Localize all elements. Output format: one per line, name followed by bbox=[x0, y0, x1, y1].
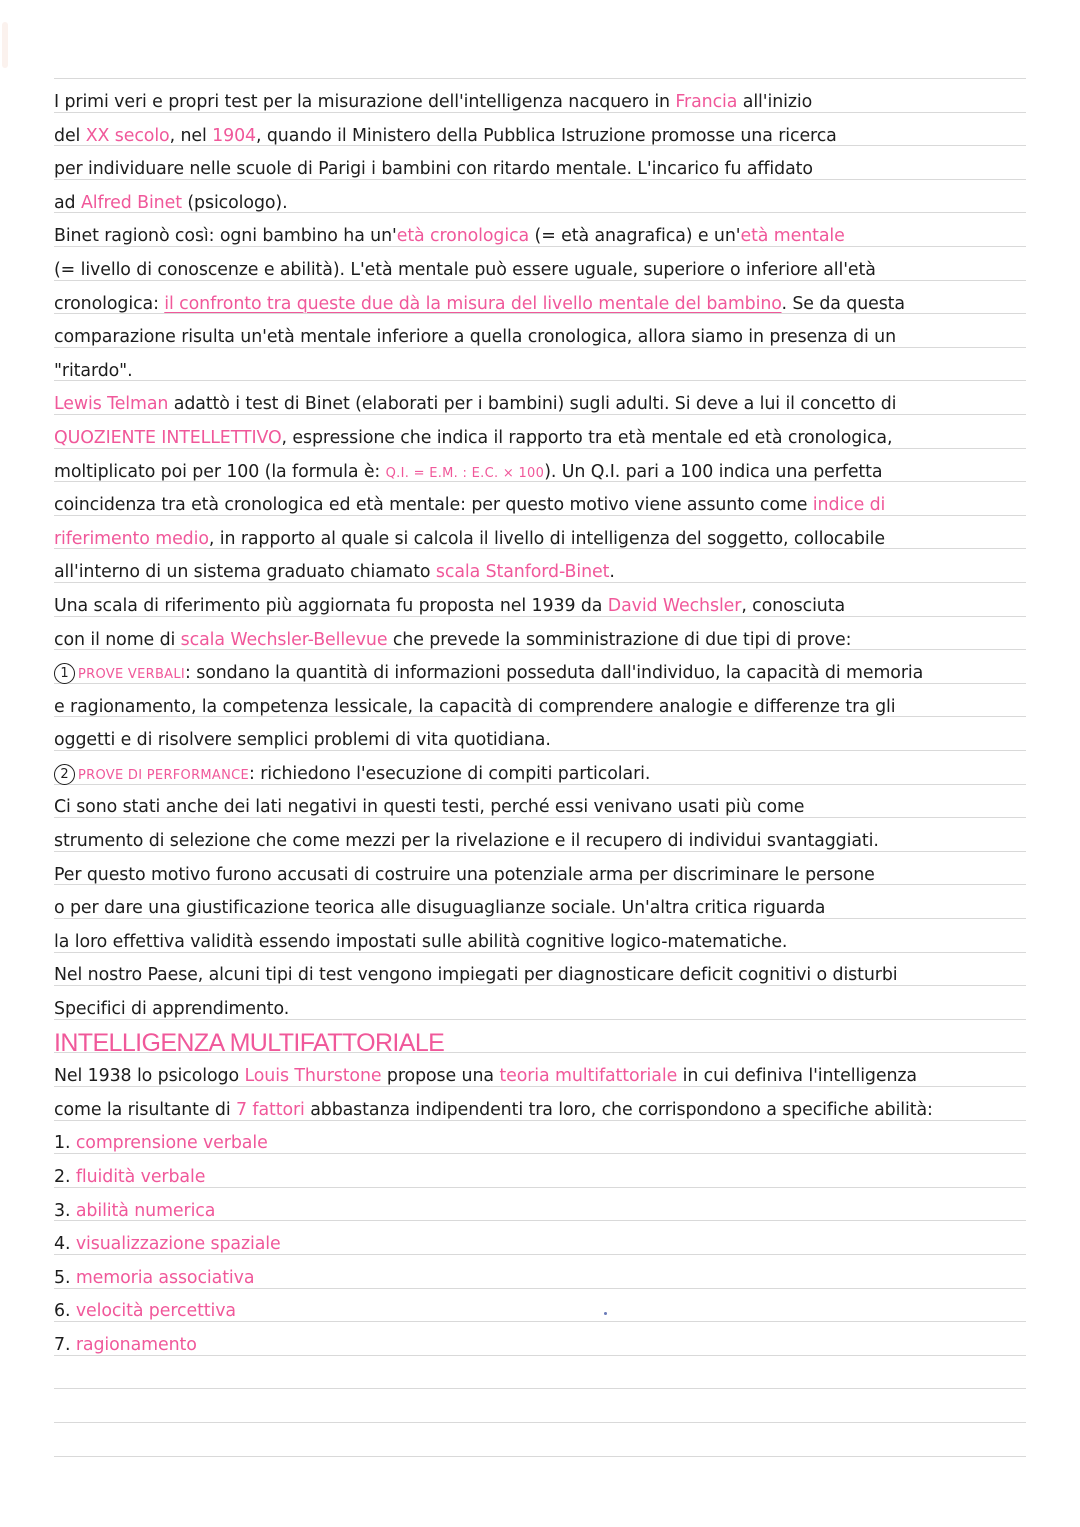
note-line: la loro effettiva validità essendo impostati sulle abilità cognitive logico-matematiche. bbox=[54, 931, 788, 952]
note-line: cronologica: il confronto tra queste due dà la misura del livello mentale del bambino. Se da questa bbox=[54, 293, 905, 314]
factor-item: 3. abilità numerica bbox=[54, 1200, 216, 1221]
note-line: coincidenza tra età cronologica ed età mentale: per questo motivo viene assunto come indice di bbox=[54, 495, 886, 516]
ruled-line bbox=[54, 1388, 1026, 1389]
highlighted-definition: il confronto tra queste due dà la misura del livello mentale del bambino bbox=[164, 293, 782, 314]
factor-item: 5. memoria associativa bbox=[54, 1267, 255, 1288]
note-line: moltiplicato poi per 100 (la formula è: Q.I. = E.M. : E.C. × 100). Un Q.I. pari a 100 indica una perfetta bbox=[54, 461, 883, 482]
note-line: Lewis Telman adattò i test di Binet (elaborati per i bambini) sugli adulti. Si deve a lui il concetto di bbox=[54, 394, 897, 415]
note-line: Specifici di apprendimento. bbox=[54, 999, 290, 1020]
section-heading: INTELLIGENZA MULTIFATTORIALE bbox=[54, 1028, 445, 1057]
note-line: Per questo motivo furono accusati di costruire una potenziale arma per discriminare le persone bbox=[54, 864, 875, 885]
note-line: comparazione risulta un'età mentale inferiore a quella cronologica, allora siamo in presenza di un bbox=[54, 327, 897, 348]
ruled-line bbox=[54, 1422, 1026, 1423]
note-line: 2 PROVE DI PERFORMANCE: richiedono l'esecuzione di compiti particolari. bbox=[54, 758, 1030, 792]
ruled-line bbox=[54, 78, 1026, 79]
ruled-line bbox=[54, 1456, 1026, 1457]
note-line: e ragionamento, la competenza lessicale, la capacità di comprendere analogie e differenze tra gli bbox=[54, 696, 896, 717]
number-circle-icon: 1 bbox=[54, 663, 75, 684]
ink-dot bbox=[604, 1312, 607, 1315]
note-line: oggetti e di risolvere semplici problemi di vita quotidiana. bbox=[54, 730, 551, 751]
factor-item: 4. visualizzazione spaziale bbox=[54, 1234, 281, 1255]
note-line: con il nome di scala Wechsler-Bellevue che prevede la somministrazione di due tipi di prove: bbox=[54, 629, 852, 650]
note-line: come la risultante di 7 fattori abbastanza indipendenti tra loro, che corrispondono a specifiche abilità: bbox=[54, 1099, 933, 1120]
note-line: I primi veri e propri test per la misurazione dell'intelligenza nacquero in Francia all'inizio bbox=[54, 92, 813, 112]
note-line: per individuare nelle scuole di Parigi i bambini con ritardo mentale. L'incarico fu affidato bbox=[54, 159, 813, 180]
note-line: strumento di selezione che come mezzi per la rivelazione e il recupero di individui svantaggiati. bbox=[54, 831, 879, 852]
note-line: Binet ragionò così: ogni bambino ha un'età cronologica (= età anagrafica) e un'età mentale bbox=[54, 226, 845, 247]
note-line: "ritardo". bbox=[54, 360, 133, 381]
factor-item: 1. comprensione verbale bbox=[54, 1133, 268, 1154]
note-line: del XX secolo, nel 1904, quando il Ministero della Pubblica Istruzione promosse una ricerca bbox=[54, 125, 837, 146]
note-line: riferimento medio, in rapporto al quale si calcola il livello di intelligenza del soggetto, collocabile bbox=[54, 528, 885, 549]
iq-formula: Q.I. = E.M. : E.C. × 100 bbox=[385, 465, 545, 481]
factor-item: 7. ragionamento bbox=[54, 1334, 197, 1355]
note-line: Una scala di riferimento più aggiornata fu proposta nel 1939 da David Wechsler, conosciuta bbox=[54, 595, 845, 616]
note-line: 1 PROVE VERBALI: sondano la quantità di informazioni posseduta dall'individuo, la capacità di memoria bbox=[54, 657, 1030, 691]
note-line: Nel 1938 lo psicologo Louis Thurstone propose una teoria multifattoriale in cui definiva l'intelligenza bbox=[54, 1066, 917, 1087]
page-edge-mark bbox=[2, 22, 8, 68]
note-line: o per dare una giustificazione teorica alle disuguaglianze sociale. Un'altra critica riguarda bbox=[54, 898, 826, 919]
note-line: Nel nostro Paese, alcuni tipi di test vengono impiegati per diagnosticare deficit cognitivi o disturbi bbox=[54, 965, 898, 986]
note-line: Ci sono stati anche dei lati negativi in questi testi, perché essi venivano usati più come bbox=[54, 797, 805, 818]
note-line: QUOZIENTE INTELLETTIVO, espressione che indica il rapporto tra età mentale ed età cronologica, bbox=[54, 427, 893, 448]
note-line: (= livello di conoscenze e abilità). L'età mentale può essere uguale, superiore o inferiore all'età bbox=[54, 259, 876, 280]
notes-body bbox=[54, 86, 1030, 1363]
note-line: all'interno di un sistema graduato chiamato scala Stanford-Binet. bbox=[54, 562, 615, 583]
note-line: ad Alfred Binet (psicologo). bbox=[54, 192, 288, 213]
number-circle-icon: 2 bbox=[54, 764, 75, 785]
factor-item: 6. velocità percettiva bbox=[54, 1301, 236, 1322]
factor-item: 2. fluidità verbale bbox=[54, 1167, 206, 1187]
